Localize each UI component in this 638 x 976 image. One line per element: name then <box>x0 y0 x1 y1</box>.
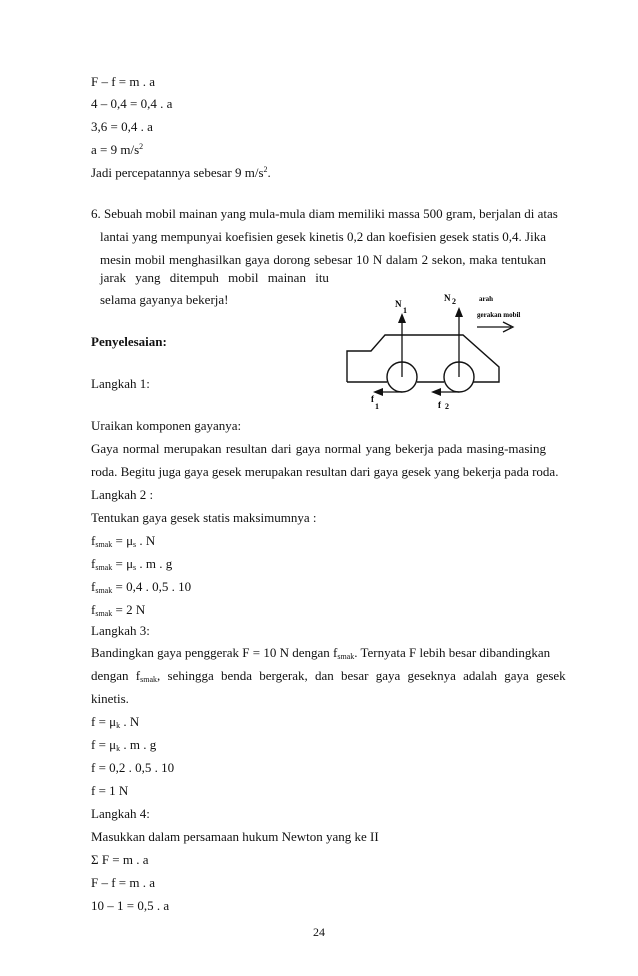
subscript: smak <box>95 586 113 595</box>
subscript: s <box>133 540 137 549</box>
text-line: F – f = m . a <box>91 74 156 89</box>
text-line: 4 – 0,4 = 0,4 . a <box>91 96 173 111</box>
text-line: Uraikan komponen gayanya: <box>91 418 242 433</box>
label-n2-index: 2 <box>452 297 456 306</box>
subscript: k <box>116 721 121 730</box>
arrow-head <box>455 307 463 317</box>
equation-line: f = 1 N <box>91 783 129 798</box>
text-fragment: , sehingga benda bergerak, dan besar gaya geseknya adalah gaya gesek <box>157 668 566 683</box>
text-fragment: . N <box>120 714 140 729</box>
symbol: f <box>91 602 96 617</box>
label-f1-index: 1 <box>375 402 379 411</box>
text-fragment: . <box>267 165 271 180</box>
text-fragment: a = 9 m/s <box>91 142 140 157</box>
text-fragment: . Ternyata F lebih besar dibandingkan <box>354 645 551 660</box>
text-fragment: f = μ <box>91 714 117 729</box>
subscript: smak <box>95 540 113 549</box>
text-fragment: . m . g <box>120 737 157 752</box>
equation-line <box>91 533 155 549</box>
text-fragment: . m . g <box>136 556 173 571</box>
label-n1-index: 1 <box>403 306 407 315</box>
subscript: smak <box>337 652 355 661</box>
text-line: roda. Begitu juga gaya gesek merupakan resultan dari gaya gesek yang bekerja pada roda. <box>91 464 559 479</box>
subscript: smak <box>95 609 113 618</box>
question-line: selama gayanya bekerja! <box>100 292 229 307</box>
equation-line <box>91 556 172 572</box>
label-f2: f <box>438 400 441 410</box>
label-gerakan-mobil: gerakan mobil <box>477 311 521 319</box>
text-fragment: . N <box>136 533 156 548</box>
text-fragment: = 2 N <box>112 602 146 617</box>
equation-line: F – f = m . a <box>91 875 156 890</box>
equation-line: f = 0,2 . 0,5 . 10 <box>91 760 175 775</box>
car-force-diagram <box>341 287 541 415</box>
text-fragment: dengan f <box>91 668 141 683</box>
text-line <box>91 645 550 661</box>
page-number: 24 <box>313 925 325 939</box>
car-body-outline <box>347 335 499 382</box>
question-line: lantai yang mempunyai koefisien gesek kinetis 0,2 dan koefisien gesek statis 0,4. Jika <box>100 229 546 244</box>
text-line <box>91 668 566 684</box>
step-heading: Langkah 1: <box>91 376 150 391</box>
question-line: 6. Sebuah mobil mainan yang mula-mula diam memiliki massa 500 gram, berjalan di atas <box>91 206 558 221</box>
text-line: kinetis. <box>91 691 129 706</box>
arrow-head <box>373 388 383 396</box>
text-fragment: = μ <box>112 533 134 548</box>
text-fragment: f = μ <box>91 737 117 752</box>
subscript: smak <box>140 675 158 684</box>
equation-line <box>91 737 156 753</box>
text-line <box>91 165 271 181</box>
text-fragment: Jadi percepatannya sebesar 9 m/s <box>91 165 264 180</box>
label-f2-index: 2 <box>445 402 449 411</box>
text-fragment: = 0,4 . 0,5 . 10 <box>112 579 192 594</box>
text-fragment: Bandingkan gaya penggerak F = 10 N dengan f <box>91 645 338 660</box>
symbol: f <box>91 556 96 571</box>
equation-line: 10 – 1 = 0,5 . a <box>91 898 170 913</box>
superscript: 2 <box>263 165 268 174</box>
text-line: Gaya normal merupakan resultan dari gaya normal yang bekerja pada masing-masing <box>91 441 546 456</box>
equation-line <box>91 579 191 595</box>
equation-line <box>91 714 139 730</box>
question-line: jarak yang ditempuh mobil mainan itu <box>100 270 329 285</box>
subscript: k <box>116 744 121 753</box>
label-arah: arah <box>479 295 493 303</box>
text-line: Tentukan gaya gesek statis maksimumnya : <box>91 510 317 525</box>
superscript: 2 <box>139 142 144 151</box>
label-n1: N <box>395 299 402 309</box>
symbol: f <box>91 533 96 548</box>
step-heading: Langkah 4: <box>91 806 150 821</box>
text-fragment: = μ <box>112 556 134 571</box>
subscript: s <box>133 563 137 572</box>
step-heading: Langkah 3: <box>91 623 150 638</box>
section-heading: Penyelesaian: <box>91 334 167 349</box>
symbol: f <box>91 579 96 594</box>
text-line: 3,6 = 0,4 . a <box>91 119 153 134</box>
step-heading: Langkah 2 : <box>91 487 154 502</box>
text-line <box>91 142 143 158</box>
arrow-head <box>431 388 441 396</box>
question-line: mesin mobil menghasilkan gaya dorong sebesar 10 N dalam 2 sekon, maka tentukan <box>100 252 546 267</box>
equation-line: Σ F = m . a <box>91 852 149 867</box>
label-f1: f <box>371 394 374 404</box>
equation-line <box>91 602 145 618</box>
label-n2: N <box>444 293 451 303</box>
text-line: Masukkan dalam persamaan hukum Newton yang ke II <box>91 829 379 844</box>
subscript: smak <box>95 563 113 572</box>
